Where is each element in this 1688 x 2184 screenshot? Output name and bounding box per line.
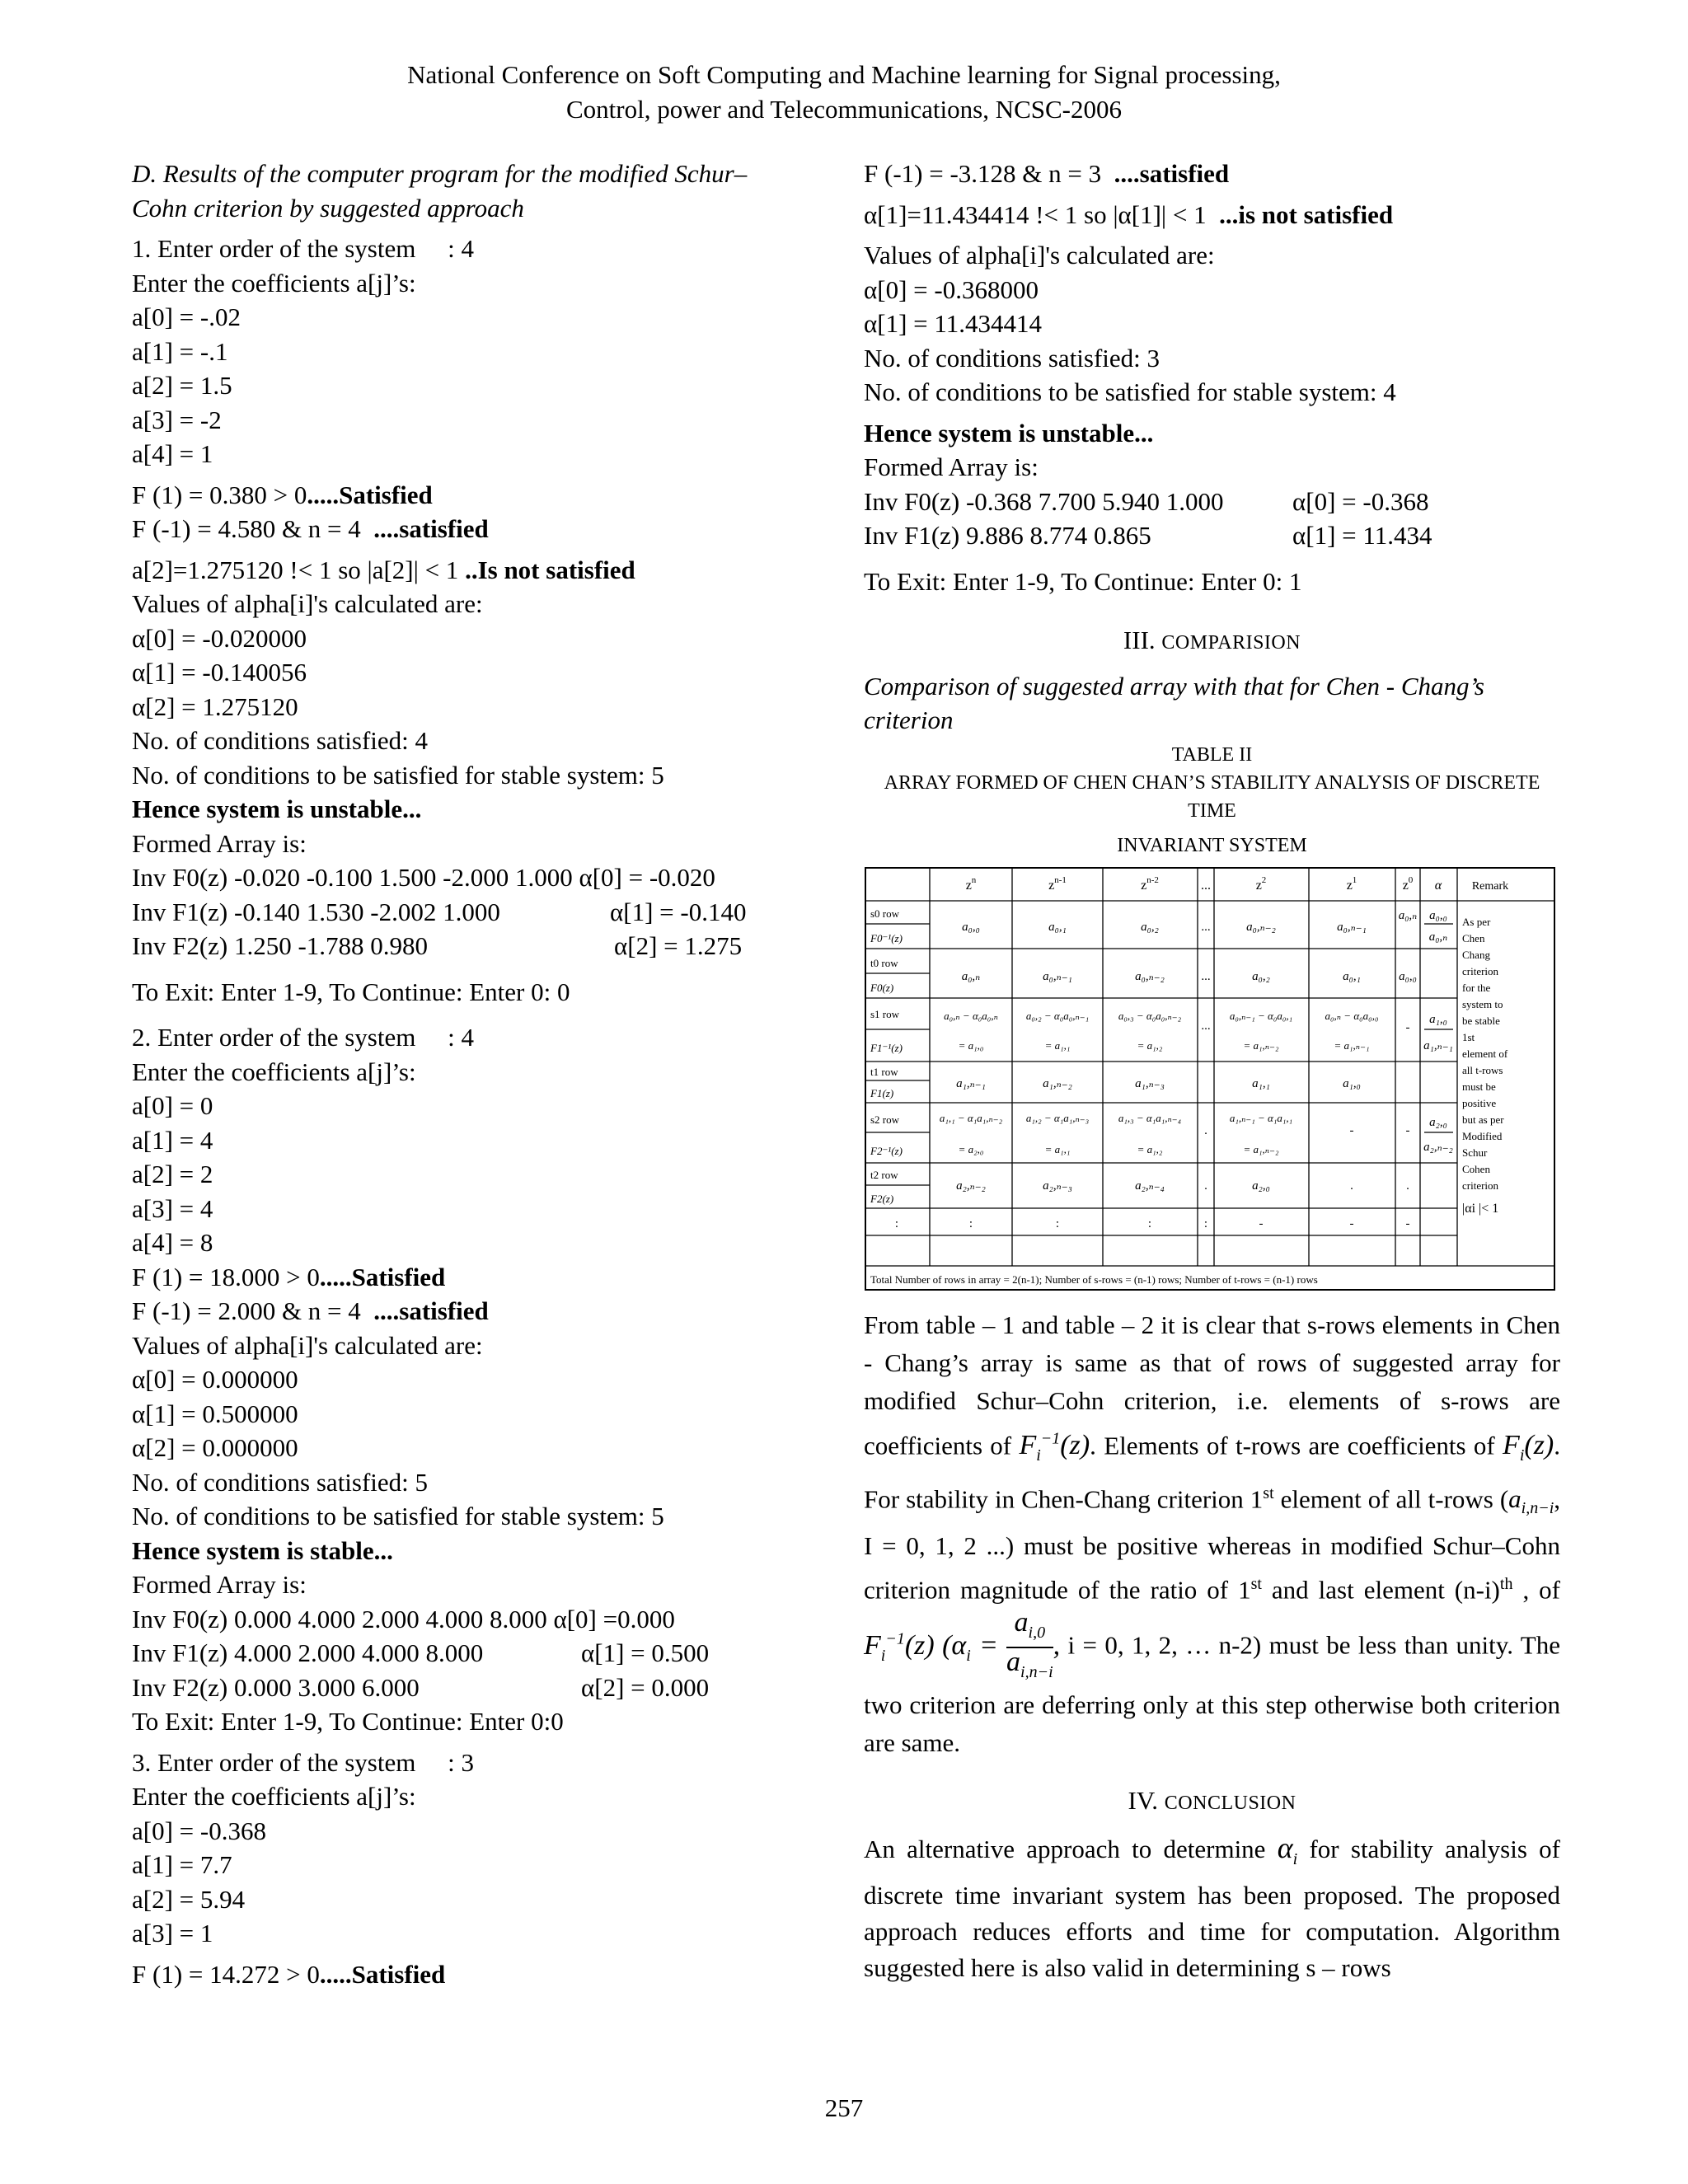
svg-text:a₀,ₙ − α₀a₀,₀: a₀,ₙ − α₀a₀,₀ <box>1325 1009 1379 1022</box>
ex1-a2-status: ..Is not satisfied <box>465 555 635 584</box>
ex1-a2-text: a[2]=1.275120 !< 1 so |a[2]| < 1 <box>132 555 466 584</box>
row-label-f2: F2(z) <box>870 1192 894 1205</box>
alpha-i-symbol: $\alpha_i$ <box>1277 1830 1298 1868</box>
ex3-f1-status: .....Satisfied <box>319 1959 446 1989</box>
ex1-nsat: No. of conditions satisfied: 4 <box>132 726 429 755</box>
ex1-inv-alpha: α[2] = 1.275 <box>614 931 743 960</box>
svg-text:a₁,ₙ₋₃: a₁,ₙ₋₃ <box>1135 1076 1165 1090</box>
section-d-heading-2: Cohn criterion by suggested approach <box>132 193 524 223</box>
svg-text:a₀,ₙ₋₁: a₀,ₙ₋₁ <box>1043 969 1072 983</box>
svg-text:= a₁,₂: = a₁,₂ <box>1137 1142 1163 1155</box>
svg-text:a₂,ₙ₋₂: a₂,ₙ₋₂ <box>1423 1140 1453 1154</box>
ex1-alpha: α[2] = 1.275120 <box>132 691 298 721</box>
ex1-inv-values: Inv F1(z) -0.140 1.530 -2.002 1.000 <box>132 897 500 926</box>
svg-text:= a₁,₁: = a₁,₁ <box>1044 1038 1071 1052</box>
ex1-fm1-status: ....satisfied <box>373 514 489 543</box>
svg-text:Schur: Schur <box>1462 1146 1488 1159</box>
ex1-f1-text: F (1) = 0.380 > 0 <box>132 480 307 509</box>
ex1-formed: Formed Array is: <box>132 828 307 858</box>
svg-text:...: ... <box>1201 969 1211 983</box>
conference-header <box>0 58 1688 127</box>
ex1-exit: To Exit: Enter 1-9, To Continue: Enter 0: 0 <box>132 977 570 1006</box>
svg-text:= a₁,ₙ₋₂: = a₁,ₙ₋₂ <box>1243 1038 1279 1052</box>
svg-text:Cohen: Cohen <box>1462 1162 1490 1175</box>
alpha-ratio-formula: ($\alpha_i$ = $\frac{a_{i,0}}{a_{i,n-i}}$ , <box>942 1607 1061 1682</box>
section-d-heading-1: D. Results of the computer program for the modified Schur– <box>132 159 748 188</box>
ex3-f1 <box>132 1957 832 1992</box>
ex3-a1-check <box>864 198 1560 232</box>
ex2-f1-text: F (1) = 18.000 > 0 <box>132 1262 320 1291</box>
ex3-coeff: a[1] = 7.7 <box>132 1850 232 1879</box>
row-label-f2-inv: F2⁻¹(z) <box>870 1144 903 1157</box>
table-header-z0: $z^0$ <box>1402 874 1414 893</box>
table-footer: Total Number of rows in array = 2(n-1); Number of s-rows = (n-1) rows; Number of t-rows = (n-1) rows <box>870 1272 1318 1286</box>
row-label-s0: s0 row <box>870 907 900 920</box>
row-label-s1: s1 row <box>870 1007 900 1020</box>
svg-text:a₁,ₙ₋₁: a₁,ₙ₋₁ <box>956 1076 986 1090</box>
svg-text:a₀,₁: a₀,₁ <box>1048 920 1067 934</box>
svg-text:but as per: but as per <box>1462 1113 1504 1126</box>
table-cell-expressions <box>895 909 1453 1230</box>
svg-text:a₁,ₙ₋₂: a₁,ₙ₋₂ <box>1043 1076 1072 1090</box>
header-line-2: Control, power and Telecommunications, NCSC-2006 <box>565 95 1122 124</box>
svg-text:for the: for the <box>1462 981 1491 994</box>
svg-text::: : <box>1147 1216 1152 1230</box>
svg-text:must be: must be <box>1462 1080 1496 1093</box>
svg-text:a₁,₀: a₁,₀ <box>1343 1076 1361 1090</box>
ex1-coeff: a[1] = -.1 <box>132 336 228 366</box>
ex1-hence: Hence system is unstable... <box>132 794 422 823</box>
ex1-f1 <box>132 478 832 513</box>
ex2-values: Values of alpha[i]'s calculated are: <box>132 1330 483 1360</box>
a-i-n-i-symbol: $a_{i,n-i}$ <box>1508 1483 1554 1518</box>
ex3-coeff: a[0] = -0.368 <box>132 1816 266 1845</box>
svg-text:-: - <box>1405 1020 1410 1034</box>
svg-text:a₀,ₙ₋₂: a₀,ₙ₋₂ <box>1135 969 1165 983</box>
ex2-hence: Hence system is stable... <box>132 1535 393 1565</box>
ex1-coeff: a[4] = 1 <box>132 439 213 468</box>
ex2-fm1 <box>132 1294 832 1329</box>
ex3-order: 3. Enter order of the system : 3 <box>132 1747 474 1777</box>
svg-text:a₁,ₙ₋₁ − α₁a₁,₁: a₁,ₙ₋₁ − α₁a₁,₁ <box>1229 1111 1293 1124</box>
svg-text:...: ... <box>1201 920 1211 934</box>
svg-text:a₂,₀: a₂,₀ <box>1429 1115 1447 1129</box>
section-3-number: III. <box>1123 626 1156 654</box>
ex2-inv-alpha: α[2] = 0.000 <box>581 1672 710 1702</box>
ex2-f1 <box>132 1260 832 1295</box>
ex3-a1-text: α[1]=11.434414 !< 1 so |α[1]| < 1 <box>864 199 1220 229</box>
svg-text:-: - <box>1405 1216 1410 1230</box>
ex1-inv-alpha: α[1] = -0.140 <box>610 897 747 926</box>
para2-part-b: for stability analysis of discrete time invariant system has been proposed. The proposed approach reduces efforts and time for computation. Algorithm suggested here is also valid in determining s – rows <box>864 1834 1560 1982</box>
svg-text:-: - <box>1259 1216 1264 1230</box>
ex1-order: 1. Enter order of the system : 4 <box>132 234 474 263</box>
table-header-ellipsis: ... <box>1201 878 1211 893</box>
ex2-f1-status: .....Satisfied <box>319 1262 446 1291</box>
ex1-coeff: a[2] = 1.5 <box>132 371 232 400</box>
table-header-zn-1: $z^{n-1}$ <box>1048 874 1067 893</box>
svg-text:a₀,ₙ: a₀,ₙ <box>1398 908 1418 922</box>
para1-part-f: and last element (n-i) <box>1261 1575 1500 1605</box>
svg-text:a₂,ₙ₋₄: a₂,ₙ₋₄ <box>1135 1179 1165 1193</box>
ex2-inv-row <box>132 1636 832 1671</box>
ex1-inv-row <box>132 860 832 895</box>
ex2-coeff: a[0] = 0 <box>132 1091 213 1120</box>
svg-text:a₀,ₙ₋₂: a₀,ₙ₋₂ <box>1246 920 1276 934</box>
ex1-inv-values: Inv F0(z) -0.020 -0.100 1.500 -2.000 1.000 <box>132 863 573 892</box>
section-4-title: CONCLUSION <box>1164 1793 1296 1815</box>
svg-text:a₀,₂: a₀,₂ <box>1141 920 1159 934</box>
ex2-enter: Enter the coefficients a[j]’s: <box>132 1057 416 1086</box>
svg-text:a₀,ₙ: a₀,ₙ <box>1428 930 1448 944</box>
ex3-fm1 <box>864 157 1560 191</box>
svg-text:|αi |< 1: |αi |< 1 <box>1462 1201 1499 1216</box>
ex3-inv-values: Inv F0(z) -0.368 7.700 5.940 1.000 <box>864 486 1224 516</box>
table-header-alpha: α <box>1434 878 1442 893</box>
ex1-fm1 <box>132 512 832 546</box>
svg-text:a₀,ₙ₋₁: a₀,ₙ₋₁ <box>1337 920 1367 934</box>
ex2-inv-alpha: α[1] = 0.500 <box>581 1638 710 1667</box>
svg-text:= a₁,ₙ₋₂: = a₁,ₙ₋₂ <box>1243 1142 1279 1155</box>
para1-part-a: From table – 1 and table – 2 it is clear that s-rows elements in Chen - Chang’s array is same as that of rows of suggested array for modified Schur–Cohn criterion, i.e. elements of s-rows are coefficients of <box>864 1310 1560 1460</box>
row-label-t2: t2 row <box>870 1168 898 1181</box>
ex1-alpha: α[1] = -0.140056 <box>132 658 307 687</box>
svg-text:criterion: criterion <box>1462 964 1499 977</box>
table-label: TABLE II <box>1171 743 1253 766</box>
svg-text:= a₁,₀: = a₁,₀ <box>958 1038 984 1052</box>
comparison-intro: Comparison of suggested array with that for Chen - Chang’s criterion <box>864 671 1484 734</box>
ex2-nsat: No. of conditions satisfied: 5 <box>132 1467 429 1497</box>
svg-text:a₀,ₙ: a₀,ₙ <box>961 969 981 983</box>
svg-text:a₁,₁ − α₁a₁,ₙ₋₂: a₁,₁ − α₁a₁,ₙ₋₂ <box>939 1111 1003 1124</box>
svg-text:a₁,ₙ₋₁: a₁,ₙ₋₁ <box>1423 1038 1453 1052</box>
row-label-f0-inv: F0⁻¹(z) <box>870 931 903 944</box>
comparison-paragraph <box>864 1306 1560 1763</box>
ex2-alpha: α[2] = 0.000000 <box>132 1433 298 1462</box>
svg-text::: : <box>1203 1216 1208 1230</box>
ex3-nsat: No. of conditions satisfied: 3 <box>864 343 1160 373</box>
ex3-fm1-text: F (-1) = -3.128 & n = 3 <box>864 159 1114 188</box>
svg-text::: : <box>1055 1216 1060 1230</box>
chen-chang-array-table <box>864 866 1556 1295</box>
svg-text:a₀,₃ − α₀a₀,ₙ₋₂: a₀,₃ − α₀a₀,ₙ₋₂ <box>1118 1009 1182 1022</box>
ex2-inv-row <box>132 1671 832 1705</box>
table-header-z1: $z^1$ <box>1346 874 1357 893</box>
svg-text:a₀,₂: a₀,₂ <box>1252 969 1270 983</box>
right-column <box>864 157 1560 1986</box>
header-line-1: National Conference on Soft Computing and Machine learning for Signal processing, <box>407 60 1281 89</box>
svg-text:all t-rows: all t-rows <box>1462 1063 1503 1076</box>
ex1-f1-status: .....Satisfied <box>307 480 433 509</box>
f-symbol: $F_i(z)$ <box>1503 1429 1554 1465</box>
ex2-inv-alpha: α[0] =0.000 <box>553 1604 675 1633</box>
ex3-coeff: a[3] = 1 <box>132 1919 213 1947</box>
ex1-inv-row <box>132 895 832 930</box>
svg-text:.: . <box>1204 1179 1207 1193</box>
para1-st: st <box>1263 1483 1274 1502</box>
svg-text:a₀,₀: a₀,₀ <box>962 920 980 934</box>
ex3-fm1-status: ....satisfied <box>1114 159 1230 188</box>
ex2-inv-values: Inv F0(z) 0.000 4.000 2.000 4.000 8.000 <box>132 1604 547 1633</box>
row-label-f0: F0(z) <box>870 981 894 994</box>
row-label-t0: t0 row <box>870 956 898 969</box>
ex1-inv-values: Inv F2(z) 1.250 -1.788 0.980 <box>132 931 429 960</box>
ex2-fm1-text: F (-1) = 2.000 & n = 4 <box>132 1296 374 1325</box>
ex3-inv-row <box>864 518 1560 553</box>
ex1-inv-alpha: α[0] = -0.020 <box>579 863 715 892</box>
ex1-enter: Enter the coefficients a[j]’s: <box>132 268 416 298</box>
svg-text:a₁,₂ − α₁a₁,ₙ₋₃: a₁,₂ − α₁a₁,ₙ₋₃ <box>1025 1111 1090 1124</box>
ex3-formed: Formed Array is: <box>864 452 1039 481</box>
ex3-inv-row <box>864 485 1560 519</box>
ex3-enter: Enter the coefficients a[j]’s: <box>132 1782 416 1811</box>
ex2-inv-values: Inv F1(z) 4.000 2.000 4.000 8.000 <box>132 1638 484 1667</box>
row-label-t1: t1 row <box>870 1065 898 1078</box>
ex1-nreq: No. of conditions to be satisfied for stable system: 5 <box>132 760 664 790</box>
svg-text::: : <box>894 1216 899 1230</box>
ex1-fm1-text: F (-1) = 4.580 & n = 4 <box>132 514 374 543</box>
svg-text:-: - <box>1349 1123 1354 1137</box>
para1-part-b: . Elements of t-rows are coefficients of <box>1090 1430 1495 1460</box>
svg-text:Modified: Modified <box>1462 1129 1503 1142</box>
row-label-s2: s2 row <box>870 1113 900 1126</box>
ex1-alpha: α[0] = -0.020000 <box>132 623 307 653</box>
ex1-inv-row <box>132 929 832 963</box>
svg-text:a₂,ₙ₋₂: a₂,ₙ₋₂ <box>956 1179 986 1193</box>
ex3-a1-status: ...is not satisfied <box>1219 199 1394 229</box>
svg-text:positive: positive <box>1462 1096 1497 1109</box>
svg-text:1st: 1st <box>1462 1030 1475 1043</box>
table-header-z2: $z^2$ <box>1255 874 1267 893</box>
section-4-number: IV. <box>1128 1786 1159 1816</box>
svg-text:a₂,₀: a₂,₀ <box>1252 1179 1270 1193</box>
f-inverse-symbol: $F_i^{-1}(z)$ <box>1019 1429 1090 1465</box>
row-label-f1-inv: F1⁻¹(z) <box>870 1041 903 1054</box>
table-header-remark: Remark <box>1471 879 1509 893</box>
ex2-order: 2. Enter order of the system : 4 <box>132 1023 474 1052</box>
ex2-inv-values: Inv F2(z) 0.000 3.000 6.000 <box>132 1672 420 1702</box>
svg-text:Chang: Chang <box>1462 948 1490 961</box>
svg-text:...: ... <box>1201 1019 1211 1033</box>
ex3-inv-alpha: α[0] = -0.368 <box>1292 486 1429 516</box>
svg-text:a₁,₀: a₁,₀ <box>1429 1012 1447 1026</box>
ex1-a2-check <box>132 553 832 588</box>
f-inverse-symbol-2: $F_i^{-1}(z)$ <box>864 1629 935 1665</box>
svg-text:a₀,₀: a₀,₀ <box>1429 908 1447 922</box>
ex3-inv-alpha: α[1] = 11.434 <box>1292 521 1432 550</box>
para1-part-e: , I = 0, 1, 2 ...) must be positive whereas in modified Schur–Cohn criterion magnitude of the ratio of 1 <box>864 1483 1560 1605</box>
conclusion-paragraph <box>864 1830 1560 1986</box>
ex2-nreq: No. of conditions to be satisfied for stable system: 5 <box>132 1502 664 1530</box>
svg-text:-: - <box>1405 1123 1410 1137</box>
svg-text:As per: As per <box>1462 915 1491 928</box>
para1-th: th <box>1499 1575 1513 1594</box>
svg-text:a₀,₂ − α₀a₀,ₙ₋₁: a₀,₂ − α₀a₀,ₙ₋₁ <box>1025 1009 1090 1022</box>
ex2-coeff: a[2] = 2 <box>132 1160 213 1188</box>
ex2-fm1-status: ....satisfied <box>373 1296 489 1325</box>
table-remark-column <box>1462 916 1508 1216</box>
svg-text:system to: system to <box>1462 997 1503 1010</box>
svg-text:a₂,ₙ₋₃: a₂,ₙ₋₃ <box>1043 1179 1072 1193</box>
ex1-coeff: a[0] = -.02 <box>132 302 241 331</box>
svg-text:a₀,₀: a₀,₀ <box>1399 969 1417 983</box>
table-header-zn-2: $z^{n-2}$ <box>1141 874 1159 893</box>
svg-text:= a₁,₂: = a₁,₂ <box>1137 1038 1163 1052</box>
ex3-f1-text: F (1) = 14.272 > 0 <box>132 1959 320 1989</box>
ex1-values: Values of alpha[i]'s calculated are: <box>132 589 483 618</box>
table-caption-2: INVARIANT SYSTEM <box>1117 834 1307 856</box>
para1-part-g: , of <box>1512 1575 1560 1605</box>
ex2-coeff: a[3] = 4 <box>132 1193 213 1223</box>
ex2-exit: To Exit: Enter 1-9, To Continue: Enter 0:0 <box>132 1707 564 1736</box>
para1-st-2: st <box>1250 1575 1262 1594</box>
ex3-inv-values: Inv F1(z) 9.886 8.774 0.865 <box>864 521 1151 550</box>
ex2-alpha: α[1] = 0.500000 <box>132 1399 298 1428</box>
ex3-values: Values of alpha[i]'s calculated are: <box>864 241 1215 269</box>
left-column <box>132 157 832 1991</box>
ex3-nreq: No. of conditions to be satisfied for stable system: 4 <box>864 377 1396 406</box>
para1-part-c: . For stability in Chen-Chang criterion 1 <box>864 1430 1561 1513</box>
page-number: 257 <box>824 2093 864 2122</box>
svg-text:element of: element of <box>1462 1047 1508 1060</box>
ex1-coeff: a[3] = -2 <box>132 405 222 434</box>
table-caption-1: ARRAY FORMED OF CHEN CHAN’S STABILITY ANALYSIS OF DISCRETE TIME <box>884 771 1540 822</box>
svg-text:-: - <box>1349 1216 1354 1230</box>
svg-text:.: . <box>1406 1179 1409 1193</box>
section-3-title: COMPARISION <box>1161 632 1301 654</box>
para2-part-a: An alternative approach to determine <box>864 1834 1266 1863</box>
section-3-heading <box>864 623 1560 661</box>
ex3-hence: Hence system is unstable... <box>864 418 1154 448</box>
row-label-f1: F1(z) <box>870 1086 894 1099</box>
svg-text:= a₁,₁: = a₁,₁ <box>1044 1142 1071 1155</box>
ex3-exit: To Exit: Enter 1-9, To Continue: Enter 0: 1 <box>864 566 1302 596</box>
svg-text:a₀,ₙ₋₁ − α₀a₀,₁: a₀,ₙ₋₁ − α₀a₀,₁ <box>1229 1009 1293 1022</box>
svg-text:Chen: Chen <box>1462 931 1485 944</box>
ex2-coeff: a[1] = 4 <box>132 1125 213 1155</box>
svg-text:be stable: be stable <box>1462 1014 1500 1027</box>
ex3-coeff: a[2] = 5.94 <box>132 1884 246 1914</box>
table-header-zn: $z^n$ <box>965 874 977 893</box>
ex3-alpha: α[1] = 11.434414 <box>864 309 1042 338</box>
ex2-coeff: a[4] = 8 <box>132 1228 213 1257</box>
svg-text:a₀,₁: a₀,₁ <box>1343 969 1361 983</box>
svg-text::: : <box>968 1216 973 1230</box>
ex3-alpha: α[0] = -0.368000 <box>864 274 1039 304</box>
para1-part-h: i = 0, 1, 2, … n-2) must be less than unity. The two criterion are deferring only at this step otherwise both criterion are same. <box>864 1631 1560 1758</box>
ex2-alpha: α[0] = 0.000000 <box>132 1365 298 1394</box>
svg-text:a₁,₁: a₁,₁ <box>1252 1076 1270 1090</box>
ex2-inv-row <box>132 1602 832 1637</box>
svg-text:criterion: criterion <box>1462 1179 1499 1192</box>
svg-text:= a₂,₀: = a₂,₀ <box>958 1142 984 1155</box>
svg-text:.: . <box>1204 1123 1207 1137</box>
svg-text:a₀,ₙ − α₀a₀,ₙ: a₀,ₙ − α₀a₀,ₙ <box>944 1009 998 1022</box>
para1-part-d: element of all t-rows ( <box>1280 1483 1509 1513</box>
ex2-formed: Formed Array is: <box>132 1570 307 1599</box>
svg-text:a₁,₃ − α₁a₁,ₙ₋₄: a₁,₃ − α₁a₁,ₙ₋₄ <box>1118 1111 1182 1124</box>
svg-text:.: . <box>1350 1179 1353 1193</box>
section-4-heading <box>864 1783 1560 1821</box>
svg-text:= a₁,ₙ₋₁: = a₁,ₙ₋₁ <box>1334 1038 1370 1052</box>
